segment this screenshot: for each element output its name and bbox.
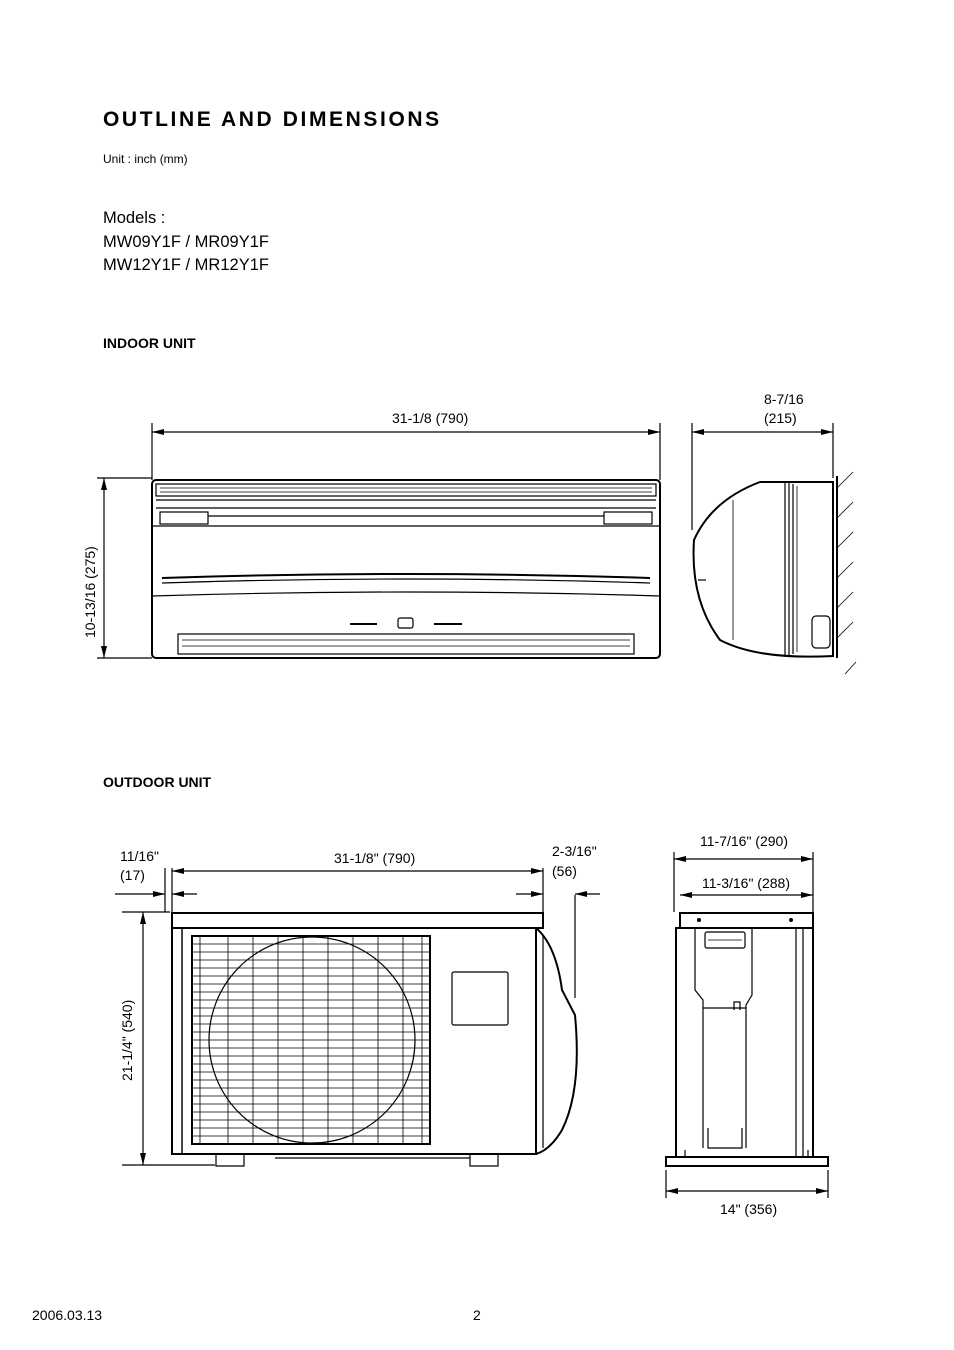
outdoor-front-view [115,868,600,1166]
outdoor-side-view [666,852,828,1198]
indoor-depth-label-2: (215) [764,410,797,426]
indoor-depth-label-1: 8-7/16 [764,391,804,407]
model-line-2: MW12Y1F / MR12Y1F [103,256,269,274]
outdoor-left-offset-label-1: 11/16" [120,848,159,864]
indoor-height-label: 10-13/16 (275) [82,546,98,638]
unit-note: Unit : inch (mm) [103,152,188,166]
indoor-front-view [97,423,660,658]
model-line-1: MW09Y1F / MR09Y1F [103,232,269,251]
footer-date: 2006.03.13 [32,1307,103,1323]
outdoor-left-offset-label-2: (17) [120,867,145,883]
outdoor-unit-heading: OUTDOOR UNIT [103,774,212,790]
outdoor-side-inner-width-label: 11-3/16" (288) [702,875,790,891]
outdoor-width-label: 31-1/8" (790) [334,850,416,866]
outdoor-right-offset-label-1: 2-3/16" [552,843,597,859]
indoor-width-label: 31-1/8 (790) [392,410,469,426]
indoor-side-view [692,423,856,674]
outdoor-height-label: 21-1/4" (540) [119,999,135,1081]
page-title: OUTLINE AND DIMENSIONS [103,108,442,131]
outdoor-side-width-label: 11-7/16" (290) [700,833,788,849]
page-number: 2 [473,1307,481,1323]
outdoor-side-base-label: 14" (356) [720,1201,778,1217]
outdoor-right-offset-label-2: (56) [552,863,577,879]
models-label: Models : [103,209,166,227]
indoor-unit-heading: INDOOR UNIT [103,335,196,351]
